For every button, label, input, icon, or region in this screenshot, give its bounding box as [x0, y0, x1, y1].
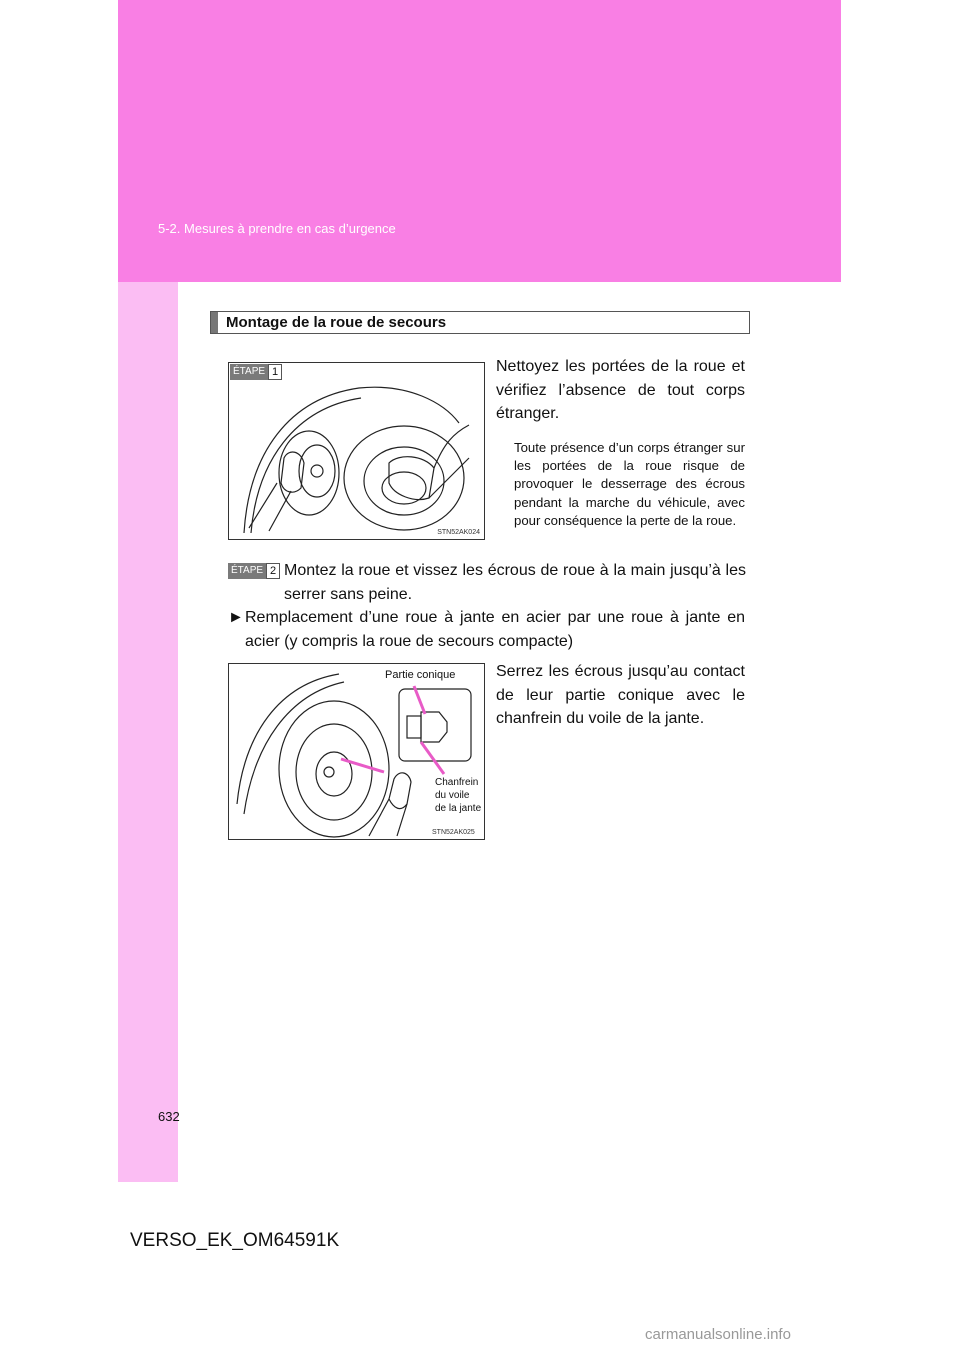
callout-partie-conique: Partie conique: [385, 669, 456, 681]
footer-watermark: carmanualsonline.info: [645, 1326, 791, 1343]
header-band: [118, 0, 841, 282]
step1-image-code: STN52AK024: [437, 529, 480, 536]
step2-illustration: [228, 663, 485, 840]
section-heading-box: [210, 311, 750, 334]
callout-chanfrein-3: de la jante: [435, 803, 482, 814]
step2-instruction: Serrez les écrous jusqu’au contact de leur partie conique avec le chanfrein du voile de la jante.: [496, 663, 745, 727]
step2-text: Montez la roue et vissez les écrous de roue à la main jusqu’à les serrer sans peine.: [284, 562, 746, 603]
section-breadcrumb: 5-2. Mesures à prendre en cas d’urgence: [158, 221, 396, 236]
bullet-text: Remplacement d’une roue à jante en acier par une roue à jante en acier (y compris la roue de secours compacte): [245, 609, 745, 650]
step-label: ÉTAPE: [230, 364, 268, 380]
wheel-cleaning-drawing: [229, 363, 484, 539]
section-heading-bar: [211, 312, 218, 333]
step2-badge: [228, 563, 280, 579]
callout-chanfrein-2: du voile: [435, 790, 470, 801]
step1-illustration: [228, 362, 485, 540]
step1-text: Nettoyez les portées de la roue et vérifiez l’absence de tout corps étranger.: [496, 358, 745, 422]
document-code: VERSO_EK_OM64591K: [130, 1230, 340, 1251]
step2-image-code: STN52AK025: [432, 829, 475, 836]
step1-note: Toute présence d’un corps étranger sur les portées de la roue risque de provoquer le desserrage des écrous pendant la marche du véhicule, avec pour conséquence la perte de la roue.: [514, 440, 745, 528]
callout-chanfrein-1: Chanfrein: [435, 777, 479, 788]
step-label: ÉTAPE: [228, 563, 266, 579]
section-title: Montage de la roue de secours: [226, 314, 447, 331]
step-number: 1: [268, 364, 282, 380]
bullet-marker: ►: [228, 609, 244, 626]
step-number: 2: [266, 563, 280, 579]
side-margin-strip: [118, 282, 178, 1182]
page-number: 632: [158, 1109, 180, 1124]
